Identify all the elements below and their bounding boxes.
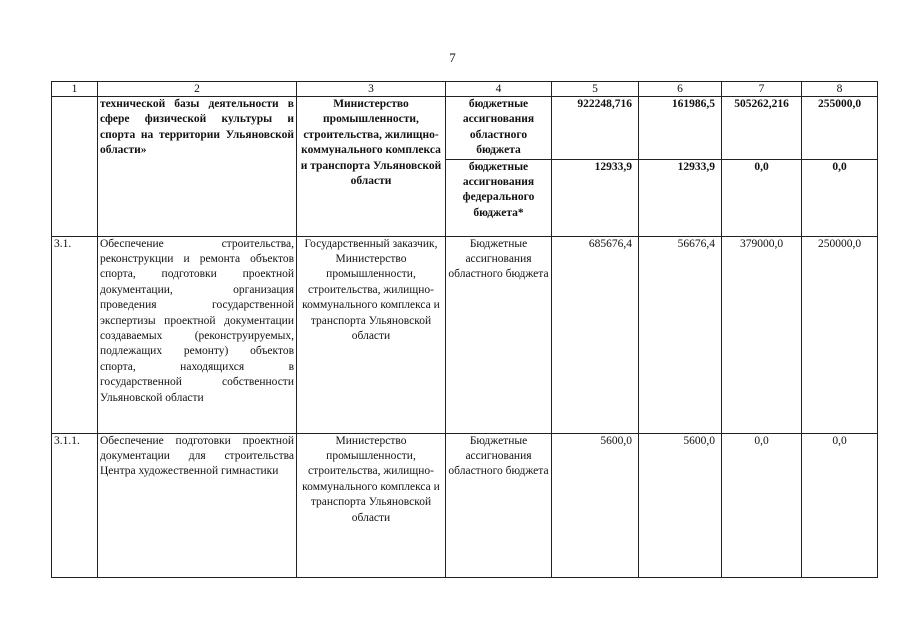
funding-year2-cell: 0,0	[722, 159, 802, 236]
funding-total-cell: 5600,0	[552, 433, 639, 577]
table-row	[52, 97, 878, 160]
row-executor-cell: Министерство промышленности, строительства, жилищно-коммунального комплекса и транспорта Ульяновской области	[297, 97, 446, 237]
funding-year3-cell: 250000,0	[802, 236, 878, 433]
funding-source-cell: Бюджетные ассигнования областного бюджета	[446, 433, 552, 577]
column-number-row	[52, 82, 878, 97]
table-row	[52, 433, 878, 577]
funding-source-cell: бюджетные ассигнования федерального бюджета*	[446, 159, 552, 236]
funding-year1-cell: 56676,4	[639, 236, 722, 433]
column-number: 3	[297, 82, 446, 97]
funding-year3-cell: 255000,0	[802, 97, 878, 160]
funding-year1-cell: 12933,9	[639, 159, 722, 236]
funding-year2-cell: 379000,0	[722, 236, 802, 433]
row-executor-cell: Министерство промышленности, строительства, жилищно-коммунального комплекса и транспорта Ульяновской области	[297, 433, 446, 577]
funding-source-cell: Бюджетные ассигнования областного бюджета	[446, 236, 552, 433]
funding-total-cell: 922248,716	[552, 97, 639, 160]
column-number: 4	[446, 82, 552, 97]
row-id-cell: 3.1.1.	[52, 433, 98, 577]
table-row	[52, 236, 878, 433]
row-name-cell: технической базы деятельности в сфере физической культуры и спорта на территории Ульяновской области»	[98, 97, 297, 237]
column-number: 1	[52, 82, 98, 97]
row-name-cell: Обеспечение строительства, реконструкции и ремонта объектов спорта, подготовки проектной документации, организация проведения государственной экспертизы проектной документации создаваемых (реконструируемых, подлежащих ремонту) объектов спорта, находящихся в государственной собственности Ульяновской области	[98, 236, 297, 433]
column-number: 2	[98, 82, 297, 97]
row-executor-cell: Государственный заказчик, Министерство промышленности, строительства, жилищно-коммунального комплекса и транспорта Ульяновской области	[297, 236, 446, 433]
row-id-cell: 3.1.	[52, 236, 98, 433]
funding-year2-cell: 0,0	[722, 433, 802, 577]
funding-total-cell: 12933,9	[552, 159, 639, 236]
row-id-cell	[52, 97, 98, 237]
funding-year1-cell: 5600,0	[639, 433, 722, 577]
funding-total-cell: 685676,4	[552, 236, 639, 433]
column-number: 7	[722, 82, 802, 97]
funding-source-cell: бюджетные ассигнования областного бюджета	[446, 97, 552, 160]
page-number: 7	[449, 50, 456, 65]
program-table	[51, 81, 878, 578]
funding-year1-cell: 161986,5	[639, 97, 722, 160]
column-number: 6	[639, 82, 722, 97]
funding-year3-cell: 0,0	[802, 433, 878, 577]
column-number: 8	[802, 82, 878, 97]
row-name-cell: Обеспечение подготовки проектной документации для строительства Центра художественной гимнастики	[98, 433, 297, 577]
funding-year3-cell: 0,0	[802, 159, 878, 236]
funding-year2-cell: 505262,216	[722, 97, 802, 160]
column-number: 5	[552, 82, 639, 97]
